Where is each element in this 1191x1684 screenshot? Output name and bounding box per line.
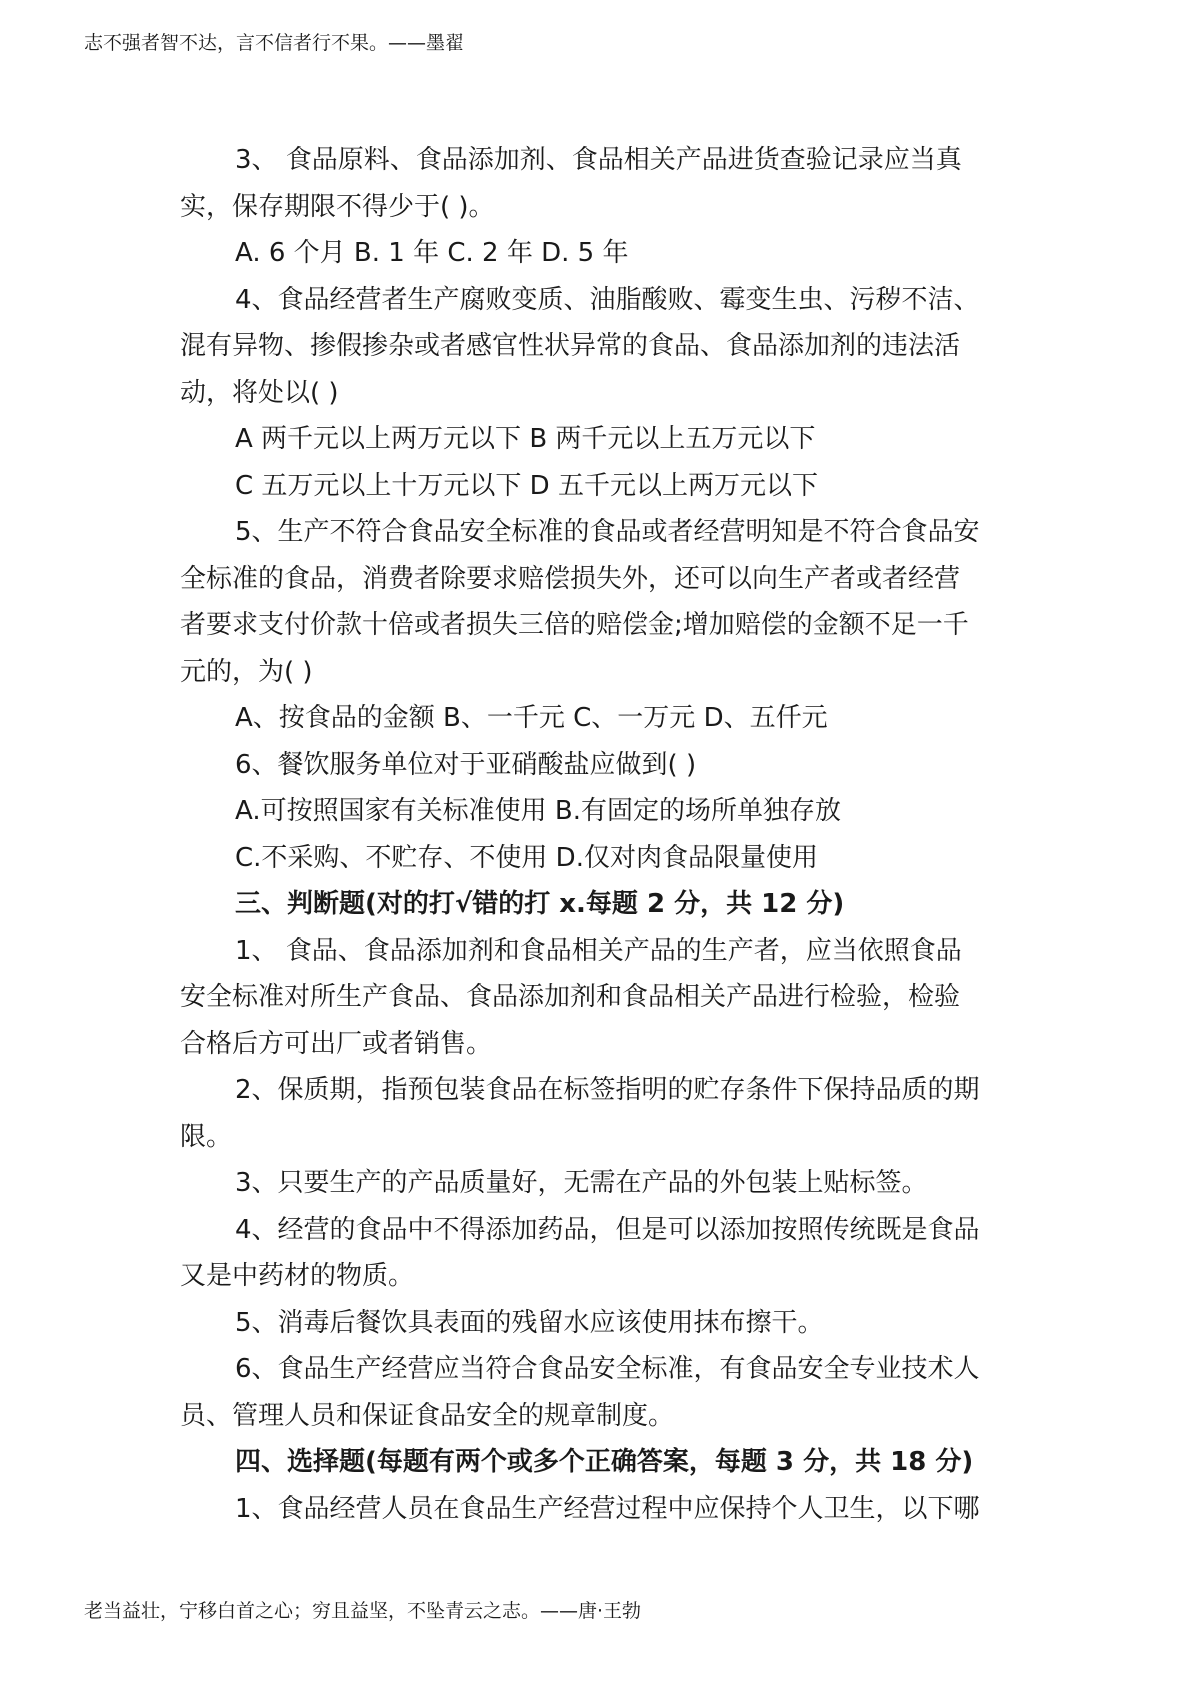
section-heading: 四、选择题(每题有两个或多个正确答案，每题 3 分，共 18 分) xyxy=(235,1447,974,1477)
text-line: 1、食品经营人员在食品生产经营过程中应保持个人卫生，以下哪 xyxy=(235,1493,980,1524)
header-quote: 志不强者智不达，言不信者行不果。——墨翟 xyxy=(84,32,465,54)
text-line: 5、生产不符合食品安全标准的食品或者经营明知是不符合食品安 xyxy=(235,517,980,547)
text-line: 合格后方可出厂或者销售。 xyxy=(180,1028,493,1059)
text-line: 元的，为( ) xyxy=(180,656,313,687)
text-line: 员、管理人员和保证食品安全的规章制度。 xyxy=(180,1400,675,1431)
text-line: 混有异物、掺假掺杂或者感官性状异常的食品、食品添加剂的违法活 xyxy=(180,331,961,361)
text-line: 6、餐饮服务单位对于亚硝酸盐应做到( ) xyxy=(235,749,697,780)
document-body xyxy=(180,137,1020,1532)
answer-options: A、按食品的金额 B、一千元 C、一万元 D、五仟元 xyxy=(235,703,828,733)
text-line: 4、食品经营者生产腐败变质、油脂酸败、霉变生虫、污秽不洁、 xyxy=(235,284,980,315)
text-line: 4、经营的食品中不得添加药品，但是可以添加按照传统既是食品 xyxy=(235,1214,980,1245)
text-line: 5、消毒后餐饮具表面的残留水应该使用抹布擦干。 xyxy=(235,1307,824,1338)
text-line: 动，将处以( ) xyxy=(180,377,339,408)
text-line: 2、保质期，指预包装食品在标签指明的贮存条件下保持品质的期 xyxy=(235,1075,980,1105)
answer-options: A.可按照国家有关标准使用 B.有固定的场所单独存放 xyxy=(235,796,841,826)
text-line: 实，保存期限不得少于( )。 xyxy=(180,191,495,222)
answer-options: A. 6 个月 B. 1 年 C. 2 年 D. 5 年 xyxy=(235,238,629,268)
text-line: 者要求支付价款十倍或者损失三倍的赔偿金;增加赔偿的金额不足一千 xyxy=(180,610,969,640)
text-line: 6、食品生产经营应当符合食品安全标准，有食品安全专业技术人 xyxy=(235,1354,980,1384)
text-line: 全标准的食品，消费者除要求赔偿损失外，还可以向生产者或者经营 xyxy=(180,563,961,594)
answer-options: C 五万元以上十万元以下 D 五千元以上两万元以下 xyxy=(235,470,818,501)
footer-quote: 老当益壮，宁移白首之心；穷且益坚，不坠青云之志。——唐·王勃 xyxy=(84,1600,642,1622)
text-line: 3、 食品原料、食品添加剂、食品相关产品进货查验记录应当真 xyxy=(235,145,962,175)
text-line: 限。 xyxy=(180,1121,233,1152)
text-line: 又是中药材的物质。 xyxy=(180,1261,415,1291)
section-heading: 三、判断题(对的打√错的打 x.每题 2 分，共 12 分) xyxy=(235,889,845,919)
text-line: 安全标准对所生产食品、食品添加剂和食品相关产品进行检验，检验 xyxy=(180,982,961,1012)
text-line: 1、 食品、食品添加剂和食品相关产品的生产者，应当依照食品 xyxy=(235,935,962,966)
text-line: 3、只要生产的产品质量好，无需在产品的外包装上贴标签。 xyxy=(235,1168,928,1198)
answer-options: C.不采购、不贮存、不使用 D.仅对肉食品限量使用 xyxy=(235,842,818,873)
answer-options: A 两千元以上两万元以下 B 两千元以上五万元以下 xyxy=(235,424,816,454)
